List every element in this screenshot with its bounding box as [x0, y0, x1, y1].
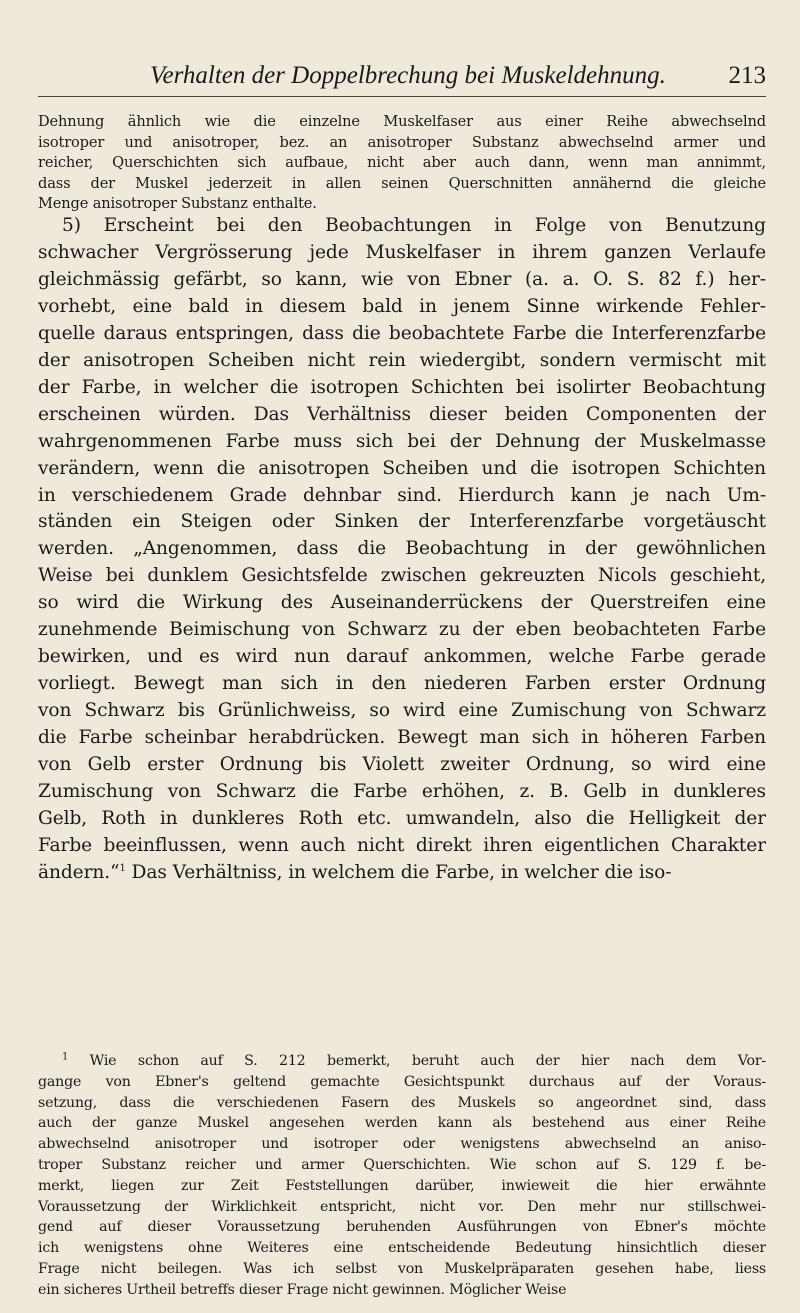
- text-line: abwechselnd anisotroper und isotroper oder wenigstens abwechselnd an aniso-: [38, 1136, 766, 1153]
- text-line: erscheinen würden. Das Verhältniss dieser beiden Componenten der: [38, 403, 766, 425]
- text-line: 5) Erscheint bei den Beobachtungen in Folge von Benutzung: [62, 215, 766, 236]
- text-line: Zumischung von Schwarz die Farbe erhöhen, z. B. Gelb in dunkleres: [38, 781, 766, 803]
- text-line: die Farbe scheinbar herabdrücken. Bewegt man sich in höheren Farben: [38, 727, 766, 749]
- text-line: Voraussetzung der Wirklichkeit entspricht, nicht vor. Den mehr nur stillschwei-: [38, 1198, 766, 1215]
- text-line: der anisotropen Scheiben nicht rein wiedergibt, sondern vermischt mit: [38, 349, 766, 371]
- text-line: von Schwarz bis Grünlichweiss, so wird eine Zumischung von Schwarz: [38, 700, 766, 722]
- text-line: auch der ganze Muskel angesehen werden kann als bestehend aus einer Reihe: [38, 1115, 766, 1132]
- running-head: [38, 62, 766, 92]
- text-line: schwacher Vergrösserung jede Muskelfaser in ihrem ganzen Verlaufe: [38, 241, 766, 263]
- footnote: [38, 1051, 766, 1301]
- text-line: Menge anisotroper Substanz enthalte.: [38, 195, 317, 212]
- page-number: 213: [728, 62, 766, 89]
- header-rule: [38, 96, 766, 97]
- text-line: gange von Ebner's geltend gemachte Gesichtspunkt durchaus auf der Voraus-: [38, 1073, 766, 1090]
- text-line: setzung, dass die verschiedenen Fasern des Muskels so angeordnet sind, dass: [38, 1094, 766, 1111]
- text-line: ein sicheres Urtheil betreffs dieser Frage nicht gewinnen. Möglicher Weise: [38, 1281, 567, 1298]
- text-line: reicher, Querschichten sich aufbaue, nicht aber auch dann, wenn man annimmt,: [38, 154, 766, 171]
- running-title: Verhalten der Doppelbrechung bei Muskeldehnung.: [150, 62, 666, 89]
- text-line: Farbe beeinflussen, wenn auch nicht direkt ihren eigentlichen Charakter: [38, 834, 766, 856]
- text-line: ändern.“$^1$ Das Verhältniss, in welchem die Farbe, in welcher die iso-: [38, 861, 672, 883]
- text-line: ich wenigstens ohne Weiteres eine entscheidende Bedeutung hinsichtlich dieser: [38, 1240, 766, 1257]
- text-line: ständen ein Steigen oder Sinken der Interferenzfarbe vorgetäuscht: [38, 511, 766, 533]
- text-line: werden. „Angenommen, dass die Beobachtung in der gewöhnlichen: [38, 538, 766, 560]
- text-line: troper Substanz reicher und armer Querschichten. Wie schon auf S. 129 f. be-: [38, 1156, 766, 1173]
- text-line: von Gelb erster Ordnung bis Violett zweiter Ordnung, so wird eine: [38, 754, 766, 776]
- text-line: Dehnung ähnlich wie die einzelne Muskelfaser aus einer Reihe abwechselnd: [38, 113, 766, 130]
- text-line: wahrgenommenen Farbe muss sich bei der Dehnung der Muskelmasse: [38, 430, 766, 452]
- text-line: in verschiedenem Grade dehnbar sind. Hierdurch kann je nach Um-: [38, 484, 766, 506]
- text-line: der Farbe, in welcher die isotropen Schichten bei isolirter Beobachtung: [38, 376, 766, 398]
- text-line: bewirken, und es wird nun darauf ankommen, welche Farbe gerade: [38, 646, 766, 668]
- text-line: gend auf dieser Voraussetzung beruhenden Ausführungen von Ebner's möchte: [38, 1219, 766, 1236]
- text-line: isotroper und anisotroper, bez. an anisotroper Substanz abwechselnd armer und: [38, 133, 766, 151]
- text-line: Frage nicht beilegen. Was ich selbst von Muskelpräparaten gesehen habe, liess: [38, 1260, 766, 1277]
- text-line: dass der Muskel jederzeit in allen seinen Querschnitten annähernd die gleiche: [38, 174, 766, 192]
- main-paragraph: [38, 213, 766, 887]
- text-line: zunehmende Beimischung von Schwarz zu der eben beobachteten Farbe: [38, 619, 766, 641]
- text-line: verändern, wenn die anisotropen Scheiben und die isotropen Schichten: [38, 457, 766, 479]
- text-line: quelle daraus entspringen, dass die beobachtete Farbe die Interferenzfarbe: [38, 322, 766, 344]
- text-line: gleichmässig gefärbt, so kann, wie von Ebner (a. a. O. S. 82 f.) her-: [38, 268, 766, 290]
- text-line: vorliegt. Bewegt man sich in den niederen Farben erster Ordnung: [38, 673, 766, 695]
- text-line: merkt, liegen zur Zeit Feststellungen darüber, inwieweit die hier erwähnte: [38, 1177, 766, 1194]
- text-line: $^1$ Wie schon auf S. 212 bemerkt, beruht auch der hier nach dem Vor-: [62, 1051, 766, 1069]
- text-line: Gelb, Roth in dunkleres Roth etc. umwandeln, also die Helligkeit der: [38, 807, 766, 829]
- text-line: vorhebt, eine bald in diesem bald in jenem Sinne wirkende Fehler-: [38, 295, 766, 317]
- text-line: so wird die Wirkung des Auseinanderrückens der Querstreifen eine: [38, 592, 766, 614]
- text-line: Weise bei dunklem Gesichtsfelde zwischen gekreuzten Nicols geschieht,: [38, 565, 766, 587]
- intro-paragraph: [38, 112, 766, 215]
